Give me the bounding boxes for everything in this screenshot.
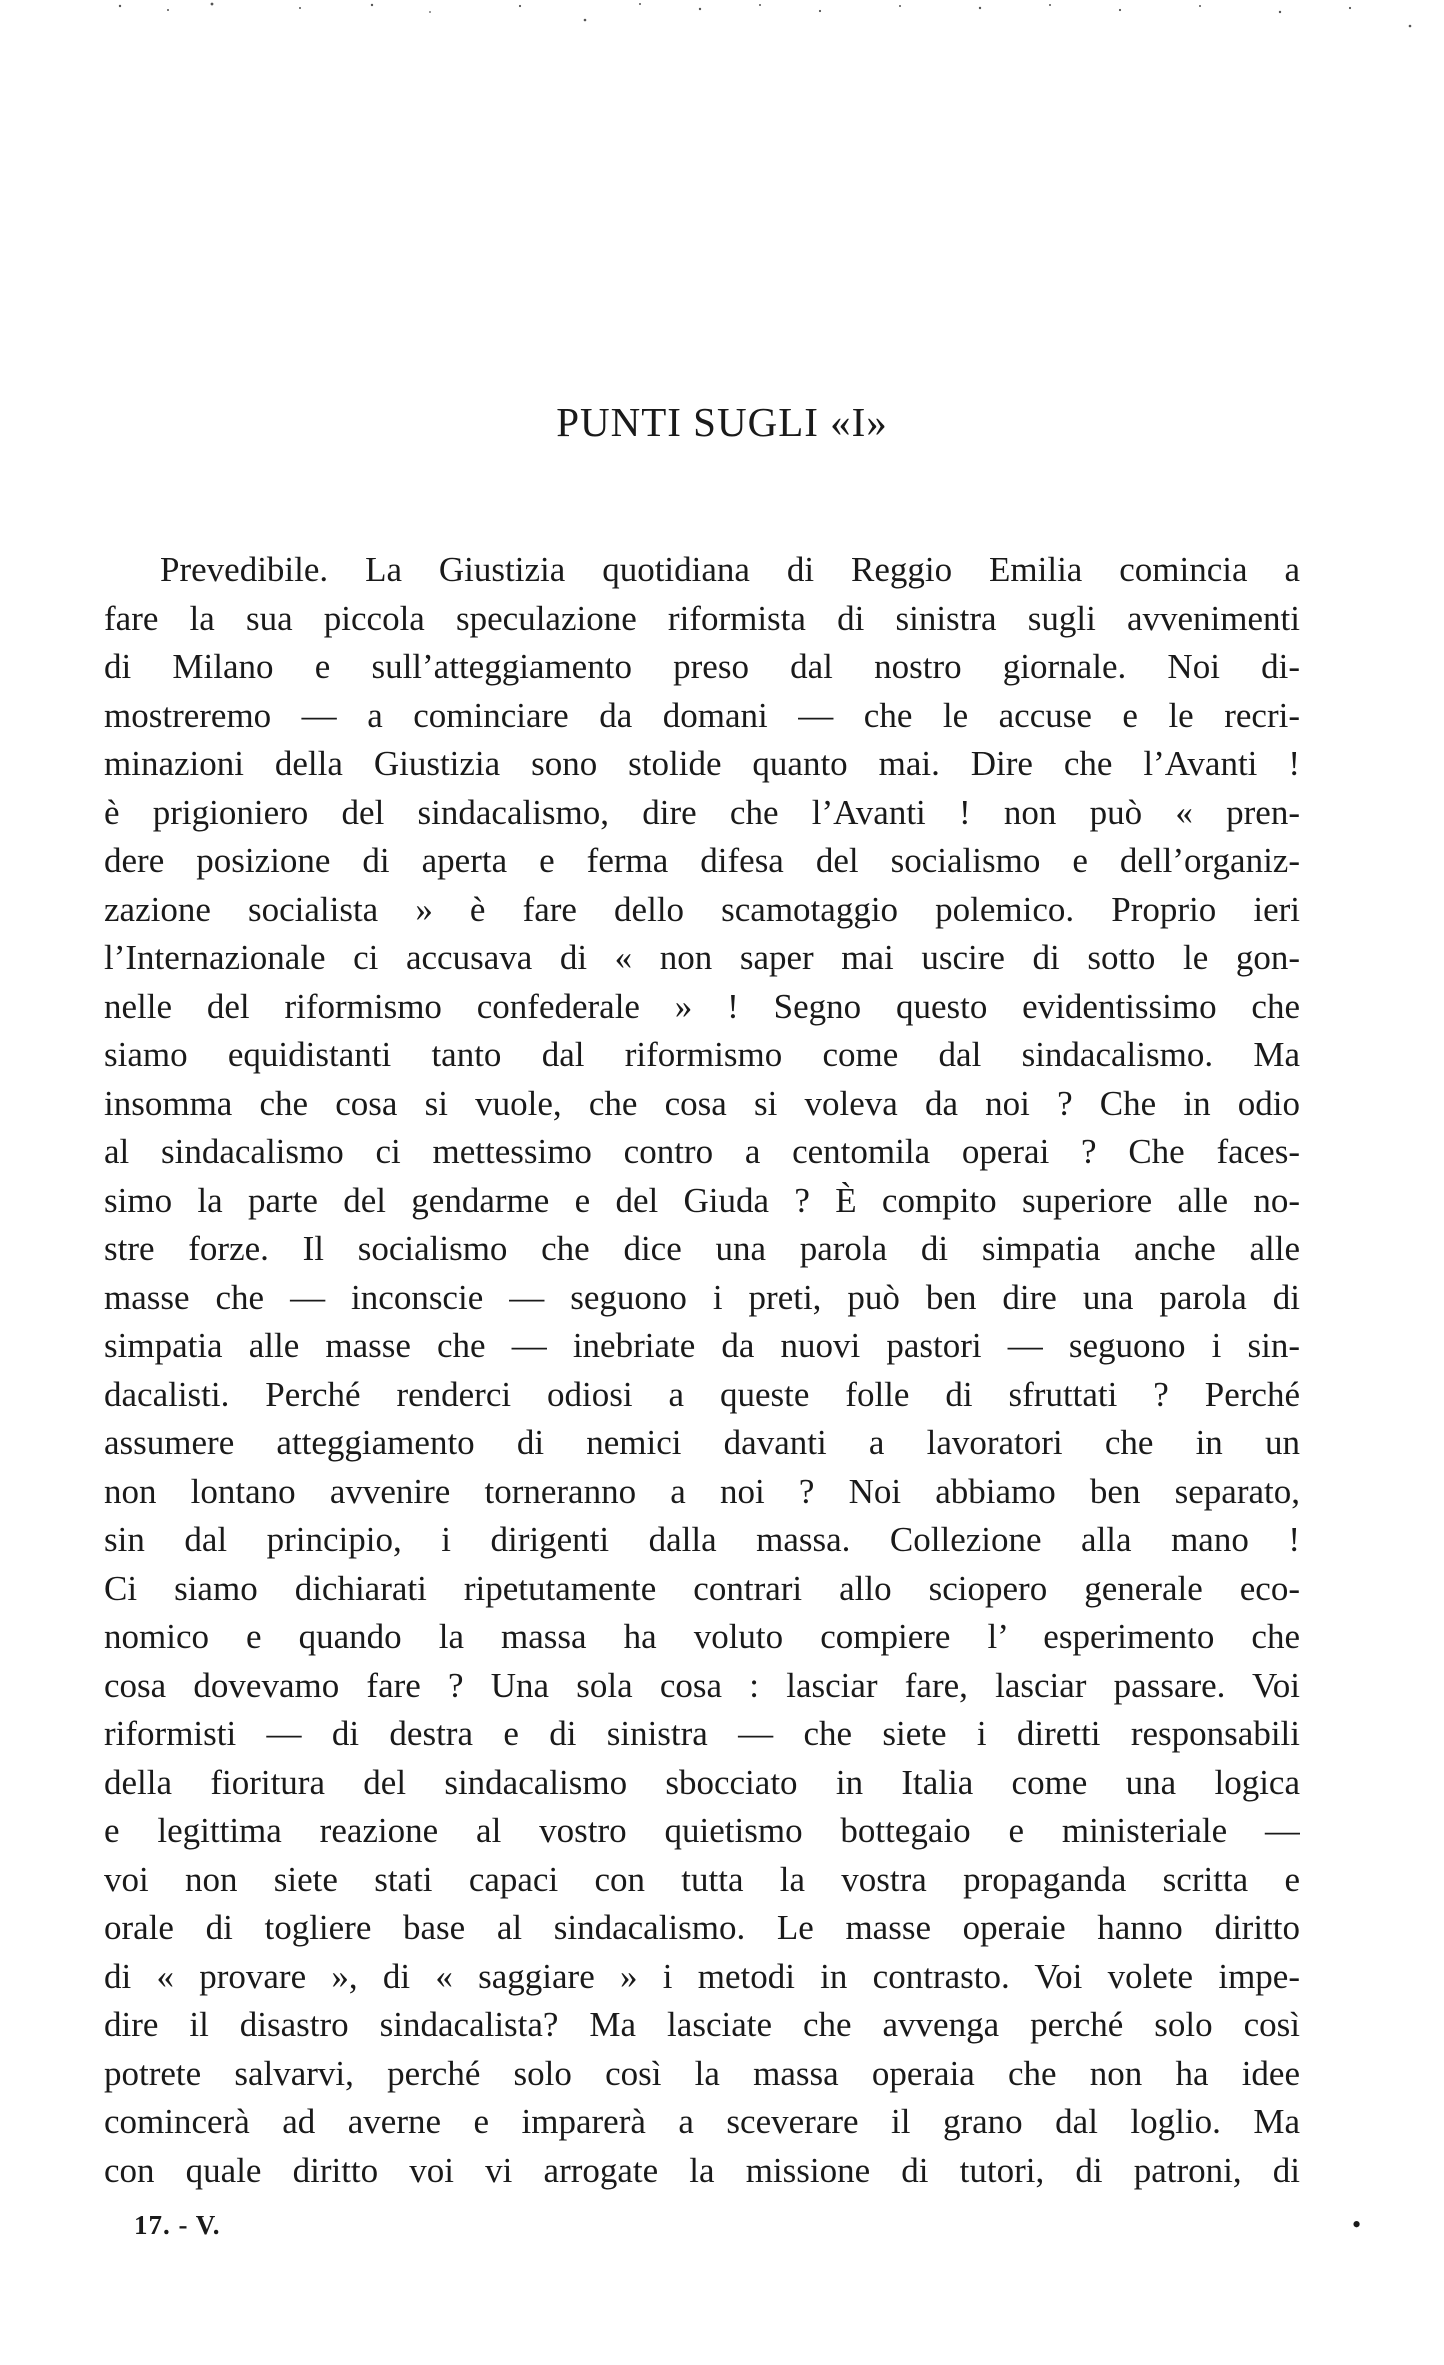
text-line: dire il disastro sindacalista? Ma lasciate che avvenga perché solo così	[104, 2005, 1300, 2044]
text-line: sin dal principio, i dirigenti dalla massa. Collezione alla mano !	[104, 1520, 1300, 1559]
text-line: fare la sua piccola speculazione riformista di sinistra sugli avvenimenti	[104, 598, 1300, 638]
text-line: simpatia alle masse che — inebriate da nuovi pastori — seguono i sin-	[104, 1326, 1300, 1365]
text-line: potrete salvarvi, perché solo così la massa operaia che non ha idee	[104, 2053, 1300, 2093]
text-line: zazione socialista » è fare dello scamotaggio polemico. Proprio ieri	[104, 889, 1300, 929]
text-line: nelle del riformismo confederale » ! Segno questo evidentissimo che	[104, 986, 1300, 1026]
text-line: al sindacalismo ci mettessimo contro a centomila operai ? Che faces-	[104, 1132, 1300, 1171]
text-line: di « provare », di « saggiare » i metodi in contrasto. Voi volete impe-	[104, 1956, 1300, 1996]
text-line: cosa dovevamo fare ? Una sola cosa : lasciar fare, lasciar passare. Voi	[104, 1665, 1300, 1705]
text-line: dacalisti. Perché renderci odiosi a queste folle di sfruttati ? Perché	[104, 1374, 1300, 1414]
text-line: riformisti — di destra e di sinistra — che siete i diretti responsabili	[104, 1714, 1300, 1753]
text-line: stre forze. Il socialismo che dice una parola di simpatia anche alle	[104, 1229, 1300, 1268]
text-line: orale di togliere base al sindacalismo. Le masse operaie hanno diritto	[104, 1908, 1300, 1947]
text-line: l’Internazionale ci accusava di « non saper mai uscire di sotto le gon-	[104, 938, 1300, 977]
text-line: di Milano e sull’atteggiamento preso dal nostro giornale. Noi di-	[104, 647, 1300, 686]
text-line: siamo equidistanti tanto dal riformismo come dal sindacalismo. Ma	[104, 1035, 1300, 1074]
text-line: minazioni della Giustizia sono stolide quanto mai. Dire che l’Avanti !	[104, 744, 1300, 783]
text-line: masse che — inconscie — seguono i preti, può ben dire una parola di	[104, 1277, 1300, 1317]
text-line: assumere atteggiamento di nemici davanti a lavoratori che in un	[104, 1423, 1300, 1462]
text-line: voi non siete stati capaci con tutta la vostra propaganda scritta e	[104, 1859, 1300, 1899]
text-line: comincerà ad averne e imparerà a sceverare il grano dal loglio. Ma	[104, 2102, 1300, 2141]
page-title: PUNTI SUGLI «I»	[556, 399, 888, 445]
text-line: dere posizione di aperta e ferma difesa del socialismo e dell’organiz-	[104, 841, 1300, 880]
scan-speckle-decoration	[0, 0, 1444, 40]
text-line: mostreremo — a cominciare da domani — che le accuse e le recri-	[104, 695, 1300, 735]
text-line: della fioritura del sindacalismo sbocciato in Italia come una logica	[104, 1762, 1300, 1802]
text-line: simo la parte del gendarme e del Giuda ? È compito superiore alle no-	[104, 1180, 1300, 1220]
text-line: è prigioniero del sindacalismo, dire che l’Avanti ! non può « pren-	[104, 792, 1300, 832]
text-line: Ci siamo dichiarati ripetutamente contrari allo sciopero generale eco-	[104, 1568, 1300, 1608]
text-line: e legittima reazione al vostro quietismo bottegaio e ministeriale —	[104, 1811, 1300, 1850]
text-line: insomma che cosa si vuole, che cosa si voleva da noi ? Che in odio	[104, 1083, 1300, 1123]
signature-mark: 17. - V.	[134, 2210, 221, 2240]
text-line: con quale diritto voi vi arrogate la missione di tutori, di patroni, di	[104, 2150, 1300, 2190]
text-line: Prevedibile. La Giustizia quotidiana di Reggio Emilia comincia a	[160, 550, 1300, 589]
text-line: non lontano avvenire torneranno a noi ? Noi abbiamo ben separato,	[104, 1471, 1300, 1511]
article-body	[104, 546, 1300, 2195]
text-line: nomico e quando la massa ha voluto compiere l’ esperimento che	[104, 1617, 1300, 1656]
footer-bullet: •	[1352, 2210, 1362, 2239]
